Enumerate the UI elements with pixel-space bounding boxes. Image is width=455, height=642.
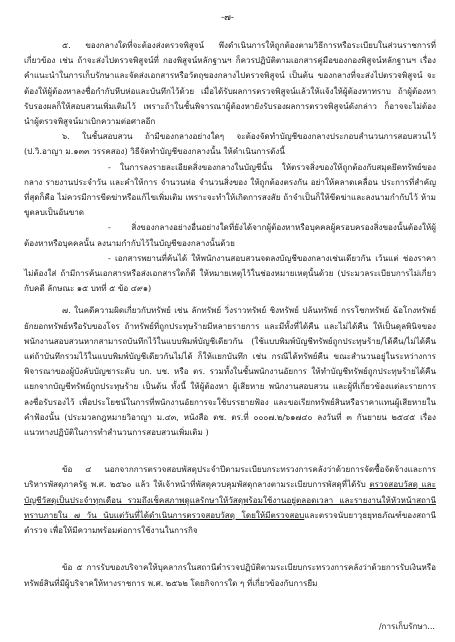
paragraph-subitem-3: - เอกสารพยานที่ค้นได้ ให้พนักงานสอบสวนจดลงบัญชีของกลางเช่นเดียวกัน เว้นแต่ ช่องราคา ไม่ต้องใส่ ถ้ามีการค้นเอกสารหรือส่งเอกสารใดก็ดี ให้หมายเหตุไว้ในช่องหมายเหตุนั้นด้วย (ประมวลระเบียบการไม่เกี่ยวกับคดี ลักษณะ ๑๕ บทที่ ๕ ข้อ ๔๙๑) [24,252,436,294]
page-number: -๗- [221,13,234,23]
clause-4-text-end: และตรวจนับยาวุธยุทธภัณฑ์ของสถานีตำรวจ เพื่อให้มีความพร้อมต่อการใช้งานในการกิจ [24,509,436,536]
paragraph-item-7: ๗. ในคดีความผิดเกี่ยวกับทรัพย์ เช่น ลักทรัพย์ วิ่งราวทรัพย์ ชิงทรัพย์ ปล้นทรัพย์ กรรโชกทรัพย์ ฉ้อโกงทรัพย์ ยักยอกทรัพย์หรือรับของโจร ถ้าทรัพย์ที่ถูกประทุษร้ายมีหลายรายการ และมีทั้งที่ได้คืน และไม่ได้คืน ให้เป็นดุลพินิจของพนักงานสอบสวนหากสามารถบันทึกไว้ในแบบพิมพ์บัญชีเดียวกัน (ใช้แบบพิมพ์บัญชีทรัพย์ถูกประทุษร้าย/ได้คืน/ไม่ได้คืน แต่ถ้าบันทึกรวมไว้ในแบบพิมพ์บัญชีเดียวกันไม่ได้ ก็ให้แยกบันทึก เช่น กรณีได้ทรัพย์คืน ขณะสำนวนอยู่ในระหว่างการพิจารณาของผู้บังคับบัญชาระดับ บก. บช. หรือ ตร. รวมทั้งในชั้นพนักงานอัยการ ให้ทำบัญชีทรัพย์ถูกประทุษร้ายได้คืน แยกจากบัญชีทรัพย์ถูกประทุษร้าย เป็นต้น ทั้งนี้ ให้ผู้ต้องหา ผู้เสียหาย พนักงานสอบสวน และผู้ที่เกี่ยวข้องแต่ละรายการลงชื่อรับรองไว้ เพื่อประโยชน์ในการที่พนักงานอัยการจะใช้บรรยายฟ้อง และขอเรียกทรัพย์สินหรือราคาแทนผู้เสียหายในคำฟ้องนั้น (ประมวลกฎหมายวิอาญา ม.๔๓, หนังสือ ตช. ตร.ที่ ๐๐๐๗.๒/๖๑๗๔๐ ลงวันที่ ๓ กันยายน ๒๕๔๕ เรื่องแนวทางปฏิบัติในการทำสำนวนการสอบสวนเพิ่มเติม ) [24,305,436,438]
clause-4-paragraph [24,462,436,538]
clause-5-paragraph: ข้อ ๕ การรับของบริจาคให้บุคลากรในสถานีตำรวจปฏิบัติตามระเบียบกระทรวงการคลังว่าด้วยการรับเงินหรือทรัพย์สินที่มีผู้บริจาคให้ทางราชการ พ.ศ. ๒๕๖๒ โดยกิจการใด ๆ ที่เกี่ยวข้องกับการยืม [24,562,436,588]
clause-4-underlined-text: ตรวจสอบวัสดุ และบัญชีวัสดุเป็นประจำทุกเดือน รวมถึงเช็คสภาพดูแลรักษาให้วัสดุพร้อมใช้งานอยู่ตลอดเวลา และรายงานให้หัวหน้าสถานีทราบภายใน ๗ วัน นับแต่วันที่ได้ดำเนินการตรวจสอบวัสดุ โดยให้มีตรวจสอบ [24,479,436,520]
paragraph-item-6: ๖. ในชั้นสอบสวน ถ้ามีของกลางอย่างใดๆ จะต้องจัดทำบัญชีของกลางประกอบสำนวนการสอบสวนไว้ (ป.วิ.อาญา ม.๑๓๓ วรรคสอง) วิธีจัดทำบัญชีของกลางนั้น ให้ดำเนินการดังนี้ [24,131,436,157]
continuation-marker: /การเก็บรักษา... [378,621,435,631]
paragraph-subitem-1: - ในการลงรายละเอียดสิ่งของกลางในบัญชีนั้น ให้ตรวจสิ่งของให้ถูกต้องกับสมุดยึดทรัพย์ของกลาง รายงานประจำวัน และคำให้การ จำนวนห่อ จำนวนสิ่งของ ให้ถูกต้องตรงกัน อย่าให้คลาดเคลื่อน ประการที่สำคัญที่สุดก็คือ ไม่ควรมีการขีดฆ่าหรือแก้ไขเพิ่มเติม เพราะจะทำให้เกิดการสงสัย ถ้าจำเป็นก็ให้ขีดฆ่าและลงนามกำกับไว้ ห้ามขูดลบเป็นอันขาด [24,161,436,218]
clause-4-text-start: ข้อ ๔ นอกจากการตรวจสอบพัสดุประจำปีตามระเบียบกระทรวงการคลังว่าด้วยการจัดซื้อจัดจ้างและการบริหารพัสดุภาครัฐ พ.ศ. ๒๕๖๐ แล้ว ให้เจ้าหน้าที่พัสดุควบคุมพัสดุกลางตามระเบียบการพัสดุที่ได้รับ [24,464,436,490]
document-body [24,38,436,591]
paragraph-subitem-2: - สิ่งของกลางอย่างอื่นอย่างใดที่ยังได้จากผู้ต้องหาหรือบุคคลผู้ครอบครองสิ่งของนั้นต้องให้ผู้ต้องหาหรือบุคคลนั้น ลงนามกำกับไว้ในบัญชีของกลางนั้นด้วย [24,222,436,248]
paragraph-item-5: ๕. ของกลางใดที่จะต้องส่งตรวจพิสูจน์ พึงดำเนินการให้ถูกต้องตามวิธีการหรือระเบียบในส่วนราชการที่เกี่ยวข้อง เช่น ถ้าจะส่งไปตรวจพิสูจน์ที่ กองพิสูจน์หลักฐานฯ ก็ควรปฏิบัติตามเอกสารคู่มือของกองพิสูจน์หลักฐานฯ เรื่องคำแนะนำในการเก็บรักษาและจัดส่งเอกสารหรือวัตถุของกลางไปตรวจพิสูจน์ เป็นต้น ของกลางที่จะส่งไปตรวจพิสูจน์ จะต้องให้ผู้ต้องหาลงชื่อกำกับหีบห่อและบันทึกไว้ด้วย เมื่อได้รับผลการตรวจพิสูจน์แล้วให้แจ้งให้ผู้ต้องหาทราบ ถ้าผู้ต้องหารับรองผลก็ให้สอบสวนเพิ่มเติมไว้ เพราะถ้าในชั้นพิจารณาผู้ต้องหายังรับรองผลการตรวจพิสูจน์ดังกล่าว ก็อาจจะไม่ต้องนำผู้ตรวจพิสูจน์มาเบิกความต่อศาลอีก [24,40,436,127]
